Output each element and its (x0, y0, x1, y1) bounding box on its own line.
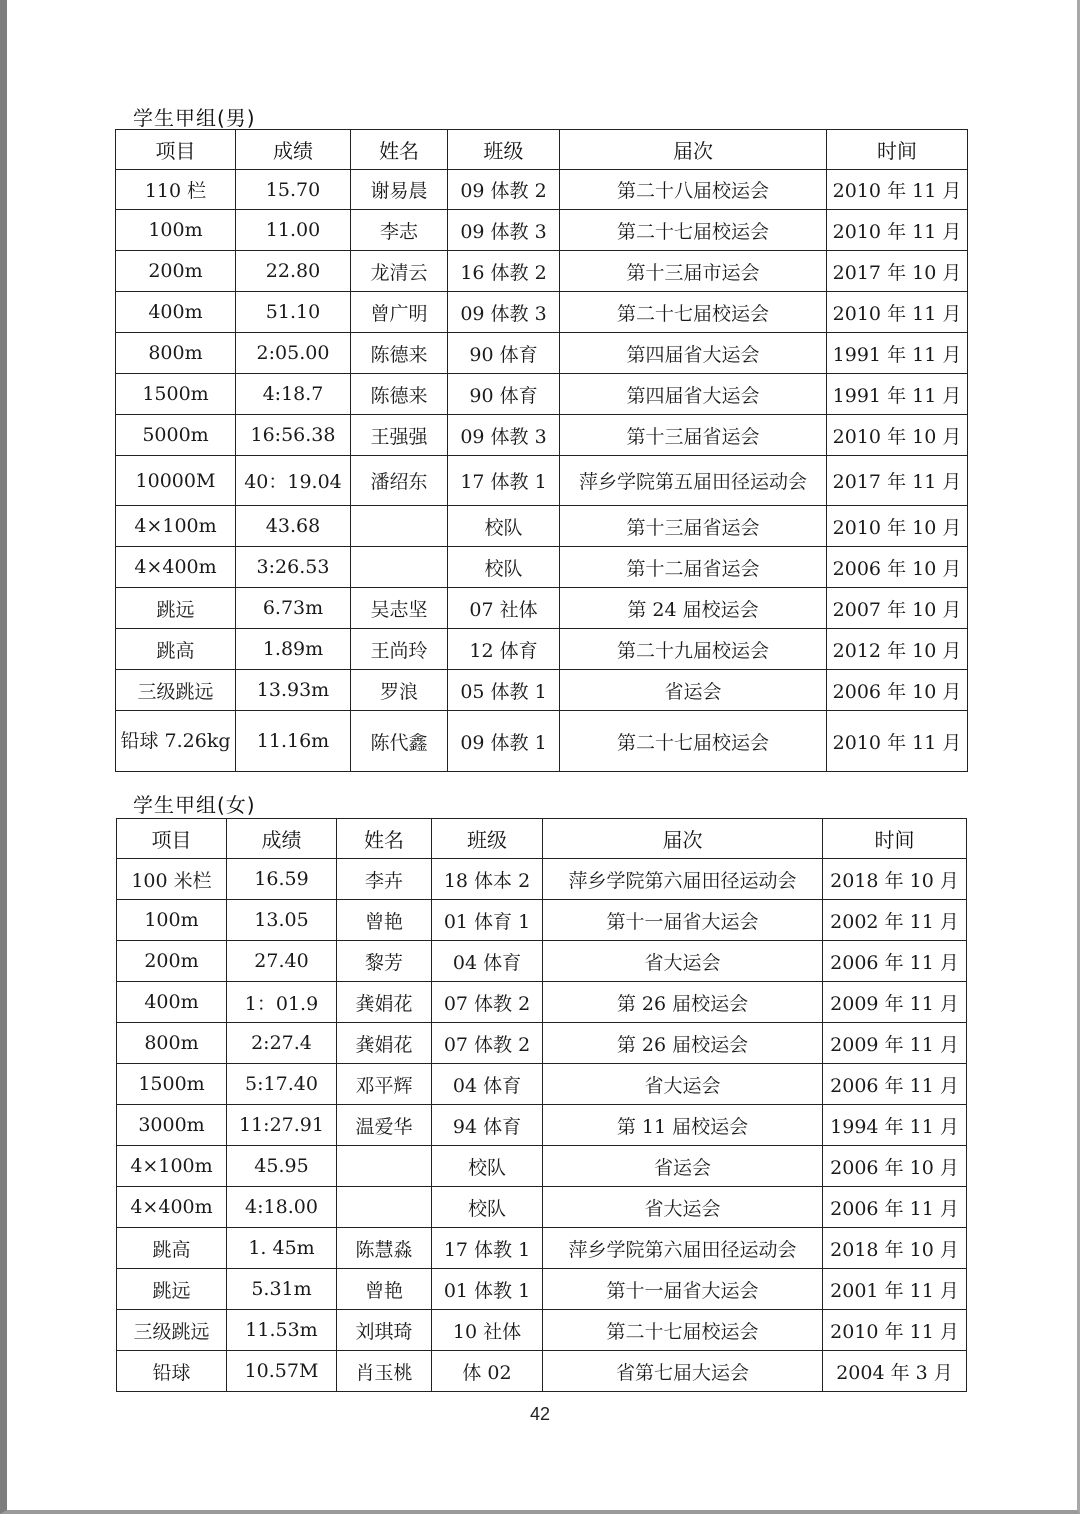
women-cell-date: 2009 年 11 月 (823, 1023, 967, 1064)
women-cell-event: 三级跳远 (117, 1310, 227, 1351)
men-cell-event: 跳高 (116, 629, 236, 670)
men-table-body (116, 170, 968, 772)
men-cell-name: 王尚玲 (351, 629, 448, 670)
table-row (117, 1269, 967, 1310)
men-header-event: 项目 (116, 130, 236, 170)
men-cell-meet: 第二十七届校运会 (560, 210, 827, 251)
women-cell-meet: 第十一届省大运会 (543, 1269, 823, 1310)
men-cell-name: 龙清云 (351, 251, 448, 292)
men-cell-date: 2010 年 10 月 (827, 506, 968, 547)
men-cell-event: 800m (116, 333, 236, 374)
men-cell-meet: 第二十七届校运会 (560, 711, 827, 772)
table-row (117, 1146, 967, 1187)
men-cell-event: 200m (116, 251, 236, 292)
men-cell-event: 100m (116, 210, 236, 251)
women-cell-event: 跳远 (117, 1269, 227, 1310)
table-row (116, 415, 968, 456)
men-cell-class: 90 体育 (448, 374, 560, 415)
women-cell-class: 校队 (432, 1187, 543, 1228)
men-cell-date: 2006 年 10 月 (827, 547, 968, 588)
women-section-title: 学生甲组(女) (133, 793, 256, 817)
women-cell-name: 肖玉桃 (337, 1351, 432, 1392)
women-cell-date: 2006 年 11 月 (823, 1064, 967, 1105)
men-header-row (116, 130, 968, 170)
women-cell-class: 04 体育 (432, 941, 543, 982)
men-cell-date: 2010 年 11 月 (827, 711, 968, 772)
women-header-class: 班级 (432, 819, 543, 859)
men-header-name: 姓名 (351, 130, 448, 170)
men-cell-event: 铅球 7.26kg (116, 711, 236, 772)
women-cell-class: 01 体育 1 (432, 900, 543, 941)
men-cell-class: 05 体教 1 (448, 670, 560, 711)
women-cell-meet: 萍乡学院第六届田径运动会 (543, 859, 823, 900)
men-cell-class: 09 体教 3 (448, 415, 560, 456)
women-records-table (116, 818, 967, 1392)
men-cell-name: 王强强 (351, 415, 448, 456)
women-cell-meet: 第 26 届校运会 (543, 982, 823, 1023)
women-cell-name: 曾艳 (337, 900, 432, 941)
women-cell-class: 04 体育 (432, 1064, 543, 1105)
women-cell-meet: 省大运会 (543, 941, 823, 982)
women-cell-name: 刘琪琦 (337, 1310, 432, 1351)
men-cell-result: 43.68 (236, 506, 351, 547)
women-header-event: 项目 (117, 819, 227, 859)
women-cell-result: 10.57M (227, 1351, 337, 1392)
women-cell-name: 温爱华 (337, 1105, 432, 1146)
men-cell-date: 2006 年 10 月 (827, 670, 968, 711)
men-cell-result: 11.00 (236, 210, 351, 251)
men-cell-result: 2:05.00 (236, 333, 351, 374)
men-cell-date: 2010 年 11 月 (827, 170, 968, 210)
women-cell-event: 100 米栏 (117, 859, 227, 900)
table-row (116, 670, 968, 711)
table-row (117, 1228, 967, 1269)
women-header-meet: 届次 (543, 819, 823, 859)
men-cell-meet: 萍乡学院第五届田径运动会 (560, 456, 827, 506)
women-cell-date: 2009 年 11 月 (823, 982, 967, 1023)
men-cell-meet: 第 24 届校运会 (560, 588, 827, 629)
men-cell-result: 40：19.04 (236, 456, 351, 506)
men-cell-result: 3:26.53 (236, 547, 351, 588)
women-header-name: 姓名 (337, 819, 432, 859)
women-cell-event: 3000m (117, 1105, 227, 1146)
women-cell-class: 校队 (432, 1146, 543, 1187)
women-cell-date: 2006 年 11 月 (823, 941, 967, 982)
women-cell-event: 4×400m (117, 1187, 227, 1228)
men-cell-date: 1991 年 11 月 (827, 374, 968, 415)
men-cell-name: 陈德来 (351, 333, 448, 374)
table-row (116, 629, 968, 670)
women-cell-name: 邓平辉 (337, 1064, 432, 1105)
men-cell-event: 110 栏 (116, 170, 236, 210)
women-cell-date: 2018 年 10 月 (823, 1228, 967, 1269)
women-cell-result: 1：01.9 (227, 982, 337, 1023)
women-cell-name: 龚娟花 (337, 982, 432, 1023)
men-cell-meet: 第四届省大运会 (560, 374, 827, 415)
men-records-table (115, 129, 968, 772)
men-cell-result: 16:56.38 (236, 415, 351, 456)
men-cell-meet: 第二十九届校运会 (560, 629, 827, 670)
women-cell-class: 07 体教 2 (432, 1023, 543, 1064)
table-row (116, 170, 968, 210)
table-row (116, 711, 968, 772)
men-cell-result: 51.10 (236, 292, 351, 333)
women-cell-name: 黎芳 (337, 941, 432, 982)
women-cell-event: 跳高 (117, 1228, 227, 1269)
women-cell-event: 400m (117, 982, 227, 1023)
table-row (117, 1310, 967, 1351)
men-cell-date: 2010 年 11 月 (827, 210, 968, 251)
women-cell-event: 800m (117, 1023, 227, 1064)
women-cell-date: 2004 年 3 月 (823, 1351, 967, 1392)
women-cell-class: 17 体教 1 (432, 1228, 543, 1269)
women-header-date: 时间 (823, 819, 967, 859)
men-cell-event: 400m (116, 292, 236, 333)
women-cell-event: 100m (117, 900, 227, 941)
women-cell-result: 5.31m (227, 1269, 337, 1310)
men-cell-meet: 省运会 (560, 670, 827, 711)
women-cell-class: 体 02 (432, 1351, 543, 1392)
men-cell-class: 90 体育 (448, 333, 560, 374)
men-cell-event: 跳远 (116, 588, 236, 629)
men-cell-event: 1500m (116, 374, 236, 415)
men-cell-date: 2017 年 11 月 (827, 456, 968, 506)
table-row (117, 941, 967, 982)
men-cell-result: 13.93m (236, 670, 351, 711)
women-cell-result: 2:27.4 (227, 1023, 337, 1064)
women-cell-date: 2006 年 11 月 (823, 1187, 967, 1228)
table-row (117, 1105, 967, 1146)
women-cell-name (337, 1187, 432, 1228)
women-cell-event: 铅球 (117, 1351, 227, 1392)
women-cell-name (337, 1146, 432, 1187)
men-cell-date: 2010 年 11 月 (827, 292, 968, 333)
table-row (116, 588, 968, 629)
men-cell-event: 5000m (116, 415, 236, 456)
men-cell-meet: 第二十七届校运会 (560, 292, 827, 333)
men-cell-meet: 第四届省大运会 (560, 333, 827, 374)
men-cell-class: 17 体教 1 (448, 456, 560, 506)
men-cell-name: 李志 (351, 210, 448, 251)
men-header-meet: 届次 (560, 130, 827, 170)
women-cell-result: 27.40 (227, 941, 337, 982)
women-cell-class: 07 体教 2 (432, 982, 543, 1023)
women-cell-class: 18 体本 2 (432, 859, 543, 900)
women-cell-class: 10 社体 (432, 1310, 543, 1351)
women-cell-date: 2001 年 11 月 (823, 1269, 967, 1310)
men-cell-name (351, 547, 448, 588)
table-row (117, 1023, 967, 1064)
women-cell-event: 1500m (117, 1064, 227, 1105)
women-cell-name: 曾艳 (337, 1269, 432, 1310)
women-cell-name: 李卉 (337, 859, 432, 900)
page-number: 42 (529, 1404, 551, 1424)
men-cell-class: 09 体教 2 (448, 170, 560, 210)
men-cell-meet: 第二十八届校运会 (560, 170, 827, 210)
women-cell-result: 4:18.00 (227, 1187, 337, 1228)
men-cell-result: 11.16m (236, 711, 351, 772)
women-cell-meet: 省大运会 (543, 1187, 823, 1228)
table-row (116, 374, 968, 415)
women-cell-meet: 第十一届省大运会 (543, 900, 823, 941)
men-section-title: 学生甲组(男) (133, 106, 256, 130)
women-cell-class: 94 体育 (432, 1105, 543, 1146)
women-cell-date: 1994 年 11 月 (823, 1105, 967, 1146)
men-cell-result: 22.80 (236, 251, 351, 292)
men-cell-name (351, 506, 448, 547)
table-row (116, 333, 968, 374)
women-cell-class: 01 体教 1 (432, 1269, 543, 1310)
women-cell-name: 陈慧淼 (337, 1228, 432, 1269)
men-cell-result: 15.70 (236, 170, 351, 210)
women-cell-date: 2010 年 11 月 (823, 1310, 967, 1351)
table-row (116, 506, 968, 547)
women-cell-meet: 第二十七届校运会 (543, 1310, 823, 1351)
men-cell-meet: 第十三届市运会 (560, 251, 827, 292)
men-cell-event: 三级跳远 (116, 670, 236, 711)
women-cell-result: 11.53m (227, 1310, 337, 1351)
men-cell-date: 2012 年 10 月 (827, 629, 968, 670)
women-cell-result: 45.95 (227, 1146, 337, 1187)
men-cell-event: 4×400m (116, 547, 236, 588)
men-cell-class: 07 社体 (448, 588, 560, 629)
men-cell-date: 2010 年 10 月 (827, 415, 968, 456)
women-cell-name: 龚娟花 (337, 1023, 432, 1064)
men-cell-date: 1991 年 11 月 (827, 333, 968, 374)
men-cell-meet: 第十二届省运会 (560, 547, 827, 588)
men-cell-name: 曾广明 (351, 292, 448, 333)
table-row (116, 547, 968, 588)
table-row (117, 900, 967, 941)
men-cell-result: 1.89m (236, 629, 351, 670)
table-row (117, 859, 967, 900)
women-cell-event: 200m (117, 941, 227, 982)
men-cell-event: 4×100m (116, 506, 236, 547)
women-header-row (117, 819, 967, 859)
men-header-class: 班级 (448, 130, 560, 170)
women-cell-meet: 省第七届大运会 (543, 1351, 823, 1392)
men-cell-class: 16 体教 2 (448, 251, 560, 292)
women-table-body (117, 859, 967, 1392)
men-cell-class: 09 体教 3 (448, 292, 560, 333)
men-cell-name: 谢易晨 (351, 170, 448, 210)
women-cell-meet: 省运会 (543, 1146, 823, 1187)
table-row (116, 251, 968, 292)
table-row (116, 292, 968, 333)
women-cell-date: 2002 年 11 月 (823, 900, 967, 941)
women-cell-meet: 第 26 届校运会 (543, 1023, 823, 1064)
men-cell-class: 09 体教 3 (448, 210, 560, 251)
men-cell-name: 罗浪 (351, 670, 448, 711)
men-cell-meet: 第十三届省运会 (560, 506, 827, 547)
men-cell-class: 校队 (448, 506, 560, 547)
men-cell-name: 潘绍东 (351, 456, 448, 506)
table-row (116, 456, 968, 506)
women-cell-date: 2018 年 10 月 (823, 859, 967, 900)
men-header-result: 成绩 (236, 130, 351, 170)
men-cell-date: 2007 年 10 月 (827, 588, 968, 629)
women-cell-result: 11:27.91 (227, 1105, 337, 1146)
table-row (117, 1351, 967, 1392)
men-cell-name: 陈德来 (351, 374, 448, 415)
women-header-result: 成绩 (227, 819, 337, 859)
women-cell-meet: 萍乡学院第六届田径运动会 (543, 1228, 823, 1269)
women-cell-date: 2006 年 10 月 (823, 1146, 967, 1187)
men-cell-meet: 第十三届省运会 (560, 415, 827, 456)
men-cell-event: 10000M (116, 456, 236, 506)
men-cell-result: 4:18.7 (236, 374, 351, 415)
men-header-date: 时间 (827, 130, 968, 170)
men-cell-date: 2017 年 10 月 (827, 251, 968, 292)
women-cell-meet: 第 11 届校运会 (543, 1105, 823, 1146)
table-row (117, 1064, 967, 1105)
men-cell-name: 陈代鑫 (351, 711, 448, 772)
women-cell-event: 4×100m (117, 1146, 227, 1187)
women-cell-result: 16.59 (227, 859, 337, 900)
men-cell-class: 09 体教 1 (448, 711, 560, 772)
men-cell-class: 校队 (448, 547, 560, 588)
women-cell-meet: 省大运会 (543, 1064, 823, 1105)
women-cell-result: 13.05 (227, 900, 337, 941)
table-row (117, 982, 967, 1023)
men-cell-name: 吴志坚 (351, 588, 448, 629)
table-row (117, 1187, 967, 1228)
table-row (116, 210, 968, 251)
women-cell-result: 1. 45m (227, 1228, 337, 1269)
men-cell-result: 6.73m (236, 588, 351, 629)
women-cell-result: 5:17.40 (227, 1064, 337, 1105)
men-cell-class: 12 体育 (448, 629, 560, 670)
